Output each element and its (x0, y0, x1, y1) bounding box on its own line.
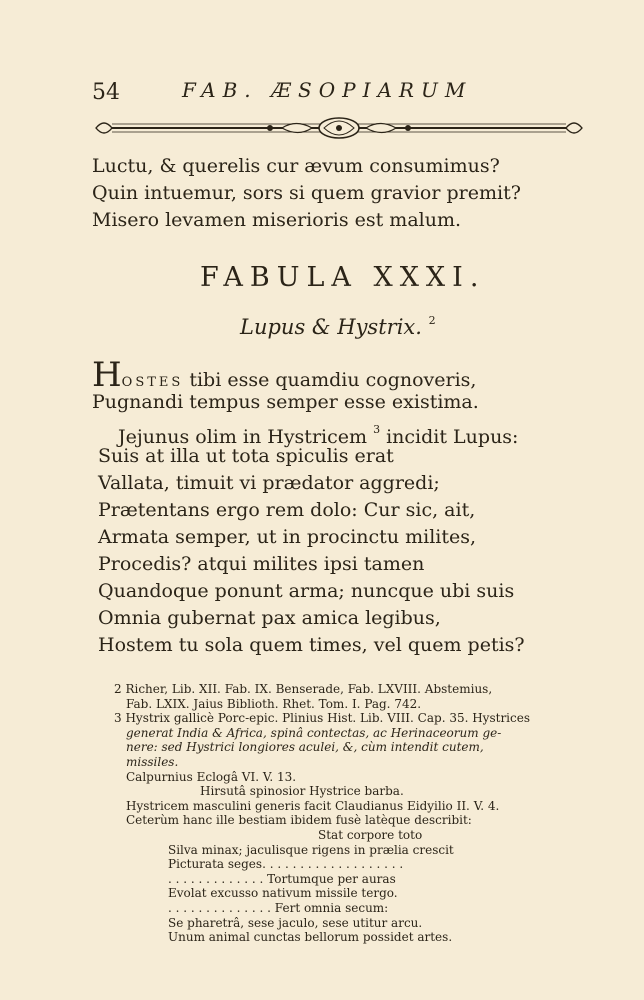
fable-title: FABULA XXXI. (200, 262, 486, 293)
verse-line: Prætentans ergo rem dolo: Cur sic, ait, (98, 499, 476, 521)
footnote-line: Se pharetrâ, sese jaculo, sese utitur arcu. (168, 915, 423, 930)
verse-line-text: Jejunus olim in Hystricem (118, 426, 368, 448)
verse-line: Vallata, timuit vi prædator aggredi; (98, 472, 440, 494)
fable-subtitle (240, 314, 436, 339)
footnote-line: missiles. (126, 754, 179, 769)
verse-line: Hostem tu sola quem times, vel quem petis? (98, 634, 525, 656)
footnote-line: Calpurnius Eclogâ VI. V. 13. (126, 769, 297, 784)
footnote-line: Hirsutâ spinosior Hystrice barba. (200, 784, 404, 799)
fable-subtitle-text: Lupus & Hystrix. (240, 315, 422, 339)
verse-line: Omnia gubernat pax amica legibus, (98, 607, 441, 629)
footnote-ref-3: 3 (373, 423, 381, 436)
dropcap-letter: H (92, 355, 122, 395)
verse-line-tail: incidit Lupus: (380, 426, 519, 448)
footnote-line: nere: sed Hystrici longiores aculei, &, cùm intendit cutem, (126, 740, 484, 755)
footnote-line: Fab. LXIX. Jaius Biblioth. Rhet. Tom. I. Pag. 742. (126, 696, 422, 711)
footnote-line: 3 Hystrix gallicè Porc-epic. Plinius Hist. Lib. VIII. Cap. 35. Hystrices (114, 711, 530, 726)
footnote-line: generat India & Africa, spinâ contectas, ac Herinaceorum ge- (126, 725, 502, 740)
preceding-verse: Quin intuemur, sors si quem gravior premit? (92, 182, 521, 204)
verse-line: Armata semper, ut in procinctu milites, (98, 526, 477, 548)
footnote-line: Evolat excusso nativum missile tergo. (168, 886, 398, 901)
footnote-line: Stat corpore toto (318, 827, 423, 842)
footnote-line: Hystricem masculini generis facit Claudianus Eidyilio II. V. 4. (126, 798, 500, 813)
preceding-verse: Misero levamen miserioris est malum. (92, 209, 462, 231)
first-line-rest: tibi esse quamdiu cognoveris, (183, 369, 477, 391)
page-number: 54 (92, 80, 120, 105)
running-head: FAB. ÆSOPIARUM (182, 78, 473, 102)
verse-line: Suis at illa ut tota spiculis erat (98, 445, 394, 467)
footnotes (114, 682, 619, 945)
footnote-line: Picturata seges. . . . . . . . . . . . . . . . . . . (168, 857, 404, 872)
verse-line: Pugnandi tempus semper esse existima. (92, 391, 479, 413)
floral-rule-ornament-icon (92, 114, 586, 142)
verse-line: Quandoque ponunt arma; nuncque ubi suis (98, 580, 515, 602)
footnote-line: . . . . . . . . . . . . . . Fert omnia secum: (168, 900, 389, 915)
first-word-smallcaps: OSTES (121, 375, 184, 390)
footnote-line: 2 Richer, Lib. XII. Fab. IX. Benserade, Fab. LXVIII. Abstemius, (114, 682, 493, 696)
preceding-verse: Luctu, & querelis cur ævum consumimus? (92, 155, 500, 177)
footnote-line: . . . . . . . . . . . . . Tortumque per auras (168, 871, 396, 886)
verse-line: Procedis? atqui milites ipsi tamen (98, 553, 425, 575)
footnote-ref-2: 2 (428, 314, 436, 327)
footnote-line: Ceterùm hanc ille bestiam ibidem fusè latèque describit: (126, 813, 472, 828)
footnote-line: Unum animal cunctas bellorum possidet artes. (168, 930, 453, 945)
footnote-line: Silva minax; jaculisque rigens in prælia crescit (168, 842, 454, 857)
